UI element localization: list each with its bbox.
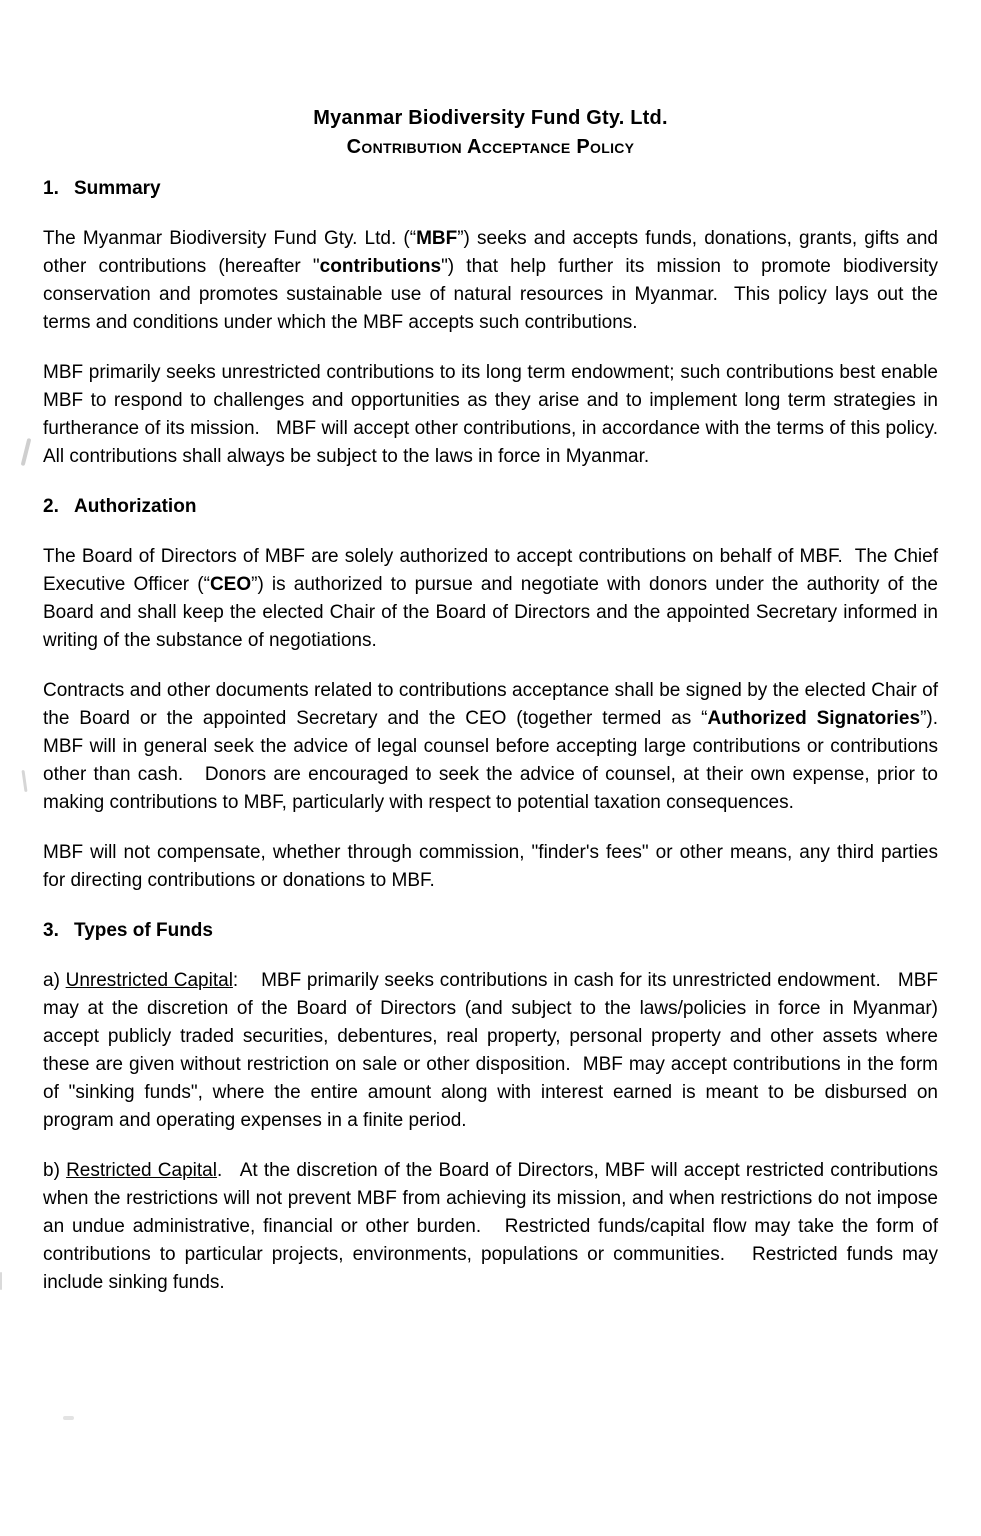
- section-number: 3.: [43, 920, 59, 941]
- section-title: Types of Funds: [74, 920, 213, 941]
- text-run: The Myanmar Biodiversity Fund Gty. Ltd. (“: [43, 228, 417, 249]
- section-heading-3: [43, 917, 938, 945]
- section-number: 1.: [43, 178, 59, 199]
- text-run: ") that help further its mission to promote biodiversity conservation and promotes sustainable use of natural resources in Myanmar. This policy lays out the terms and conditions under which the MBF accepts such contributions.: [43, 256, 944, 333]
- section-number: 2.: [43, 496, 59, 517]
- text-run: a): [43, 970, 66, 991]
- document-title: Myanmar Biodiversity Fund Gty. Ltd.: [313, 107, 668, 129]
- section-heading-2: [43, 493, 938, 521]
- scan-artifact: [21, 770, 27, 792]
- text-run: Authorized Signatories: [707, 708, 921, 729]
- paragraph: [43, 967, 944, 1135]
- paragraph: [43, 359, 949, 471]
- paragraph: [43, 677, 960, 817]
- text-run: ”) seeks and accepts funds, donations, grants, gifts and other contributions (hereafter ": [43, 228, 944, 277]
- paragraph: [43, 1157, 944, 1297]
- scan-artifact: [63, 1416, 74, 1420]
- scan-artifact: [21, 438, 32, 466]
- scan-artifact: [0, 1272, 2, 1290]
- paragraph: [43, 225, 944, 337]
- text-run: MBF: [416, 228, 458, 249]
- text-run: . At the discretion of the Board of Directors, MBF will accept restricted contributions when the restrictions will not prevent MBF from achieving its mission, and when restrictions do not impose an undue administrative, financial or other burden. Restricted funds/capital flow may take the form of contributions to particular projects, environments, populations or communities. Restricted funds may include sinking funds.: [43, 1160, 944, 1293]
- text-run: ”) is authorized to pursue and negotiate with donors under the authority of the Board and shall keep the elected Chair of the Board of Directors and the appointed Secretary informed in writing of the substance of negotiations.: [43, 574, 944, 651]
- text-run: MBF will not compensate, whether through commission, "finder's fees" or other means, any third parties for directing contributions or donations to MBF.: [43, 842, 944, 891]
- text-run: Unrestricted Capital: [65, 970, 233, 991]
- text-run: MBF primarily seeks unrestricted contributions to its long term endowment; such contributions best enable MBF to respond to challenges and opportunities as they arise and to implement long term strategies in furtherance of its mission. MBF will accept other contributions, in accordance with the terms of this policy. All contributions shall always be subject to the laws in force in Myanmar.: [43, 362, 949, 467]
- section-title: Authorization: [74, 496, 197, 517]
- section-heading-1: [43, 175, 938, 203]
- section-title: Summary: [74, 178, 161, 199]
- text-run: ”). MBF will in general seek the advice of legal counsel before accepting large contributions or contributions other than cash. Donors are encouraged to seek the advice of counsel, at their own expense, prior to making contributions to MBF, particularly with respect to potential taxation consequences.: [43, 708, 960, 813]
- paragraph: [43, 839, 944, 895]
- text-run: Contracts and other documents related to contributions acceptance shall be signed by the elected Chair of the Board or the appointed Secretary and the CEO (together termed as “: [43, 680, 944, 729]
- document-body: [43, 175, 960, 1297]
- text-run: Restricted Capital: [66, 1160, 217, 1181]
- text-run: : MBF primarily seeks contributions in cash for its unrestricted endowment. MBF may at the discretion of the Board of Directors (and subject to the laws/policies in force in Myanmar) accept publicly traded securities, debentures, real property, personal property and other assets where these are given without restriction on sale or other disposition. MBF may accept contributions in the form of "sinking funds", where the entire amount along with interest earned is meant to be disbursed on program and operating expenses in a finite period.: [43, 970, 944, 1131]
- text-run: contributions: [319, 256, 442, 277]
- document-subtitle: Contribution Acceptance Policy: [346, 136, 635, 158]
- text-run: b): [43, 1160, 67, 1181]
- text-run: CEO: [209, 574, 252, 595]
- text-run: The Board of Directors of MBF are solely authorized to accept contributions on behalf of MBF. The Chief Executive Officer (“: [43, 546, 944, 595]
- paragraph: [43, 543, 944, 655]
